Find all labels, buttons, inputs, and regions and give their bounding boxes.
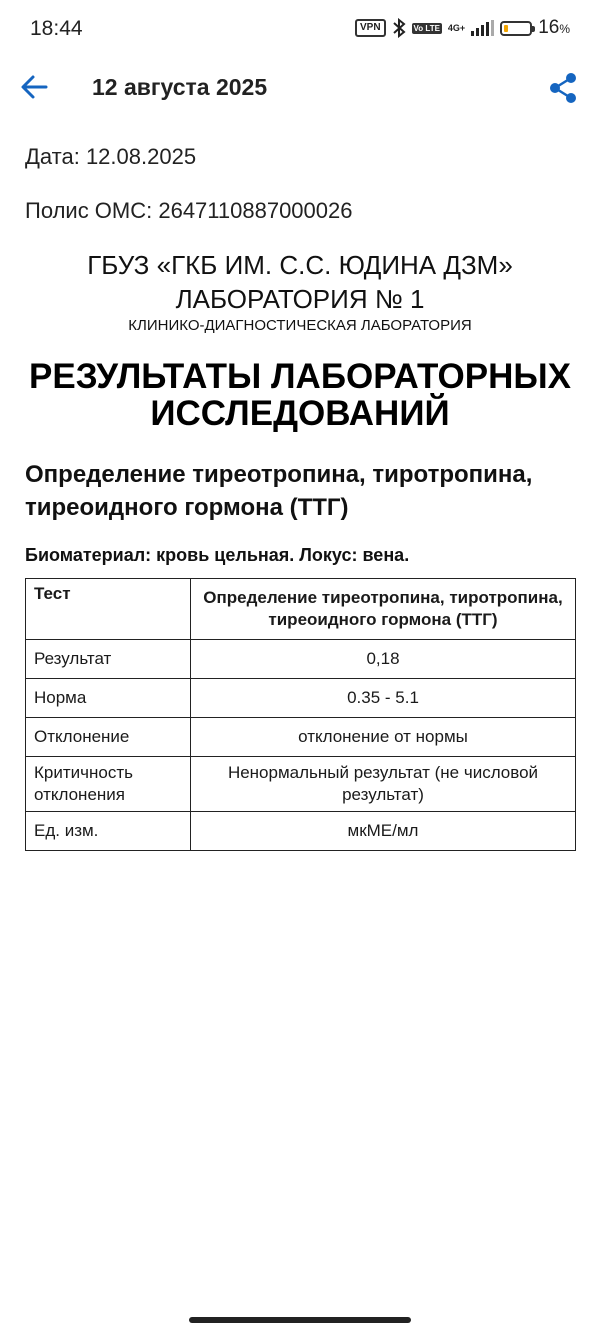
table-header-label: Тест bbox=[26, 579, 191, 640]
row-value: 0.35 - 5.1 bbox=[191, 679, 576, 718]
bluetooth-icon bbox=[392, 18, 406, 38]
table-row bbox=[26, 718, 576, 757]
document-title: РЕЗУЛЬТАТЫ ЛАБОРАТОРНЫХ ИССЛЕДОВАНИЙ bbox=[29, 357, 571, 433]
table-header-row bbox=[26, 579, 576, 640]
table-header-value: Определение тиреотропина, тиротропина, тиреоидного гормона (ТТГ) bbox=[191, 579, 576, 640]
battery-icon bbox=[500, 21, 532, 36]
app-bar bbox=[0, 58, 600, 118]
laboratory-type: КЛИНИКО-ДИАГНОСТИЧЕСКАЯ ЛАБОРАТОРИЯ bbox=[128, 317, 472, 334]
status-bar bbox=[0, 0, 600, 58]
document-date: Дата: 12.08.2025 bbox=[25, 144, 197, 169]
policy-number: Полис ОМС: 2647110887000026 bbox=[25, 198, 353, 223]
home-indicator[interactable] bbox=[189, 1317, 411, 1323]
status-time: 18:44 bbox=[30, 17, 83, 40]
row-label: Отклонение bbox=[26, 718, 191, 757]
table-row bbox=[26, 812, 576, 851]
row-label: Результат bbox=[26, 640, 191, 679]
row-label: Норма bbox=[26, 679, 191, 718]
row-value: отклонение от нормы bbox=[191, 718, 576, 757]
row-value: мкМЕ/мл bbox=[191, 812, 576, 851]
row-value: 0,18 bbox=[191, 640, 576, 679]
arrow-left-icon bbox=[18, 70, 52, 104]
volte-icon: Vo LTE bbox=[413, 23, 440, 33]
table-row bbox=[26, 679, 576, 718]
row-value: Ненормальный результат (не числовой результат) bbox=[191, 757, 576, 812]
share-icon bbox=[548, 72, 578, 104]
page-title: 12 августа 2025 bbox=[92, 74, 268, 100]
share-button[interactable] bbox=[548, 72, 578, 104]
row-label: Ед. изм. bbox=[26, 812, 191, 851]
signal-icon bbox=[471, 20, 494, 36]
vpn-icon: VPN bbox=[355, 19, 386, 37]
table-row bbox=[26, 640, 576, 679]
results-table bbox=[25, 578, 576, 851]
organization-name: ГБУЗ «ГКБ ИМ. С.С. ЮДИНА ДЗМ» bbox=[87, 250, 513, 280]
biomaterial-info: Биоматериал: кровь цельная. Локус: вена. bbox=[25, 545, 410, 565]
back-button[interactable] bbox=[18, 70, 52, 104]
laboratory-name: ЛАБОРАТОРИЯ № 1 bbox=[175, 284, 425, 314]
battery-level bbox=[504, 25, 508, 32]
battery-percent: 16% bbox=[538, 17, 570, 38]
row-label: Критичность отклонения bbox=[26, 757, 191, 812]
status-icons bbox=[355, 17, 570, 39]
test-heading: Определение тиреотропина, тиротропина, тиреоидного гормона (ТТГ) bbox=[25, 461, 533, 521]
network-type-icon: 4G+ bbox=[447, 22, 466, 33]
table-row bbox=[26, 757, 576, 812]
